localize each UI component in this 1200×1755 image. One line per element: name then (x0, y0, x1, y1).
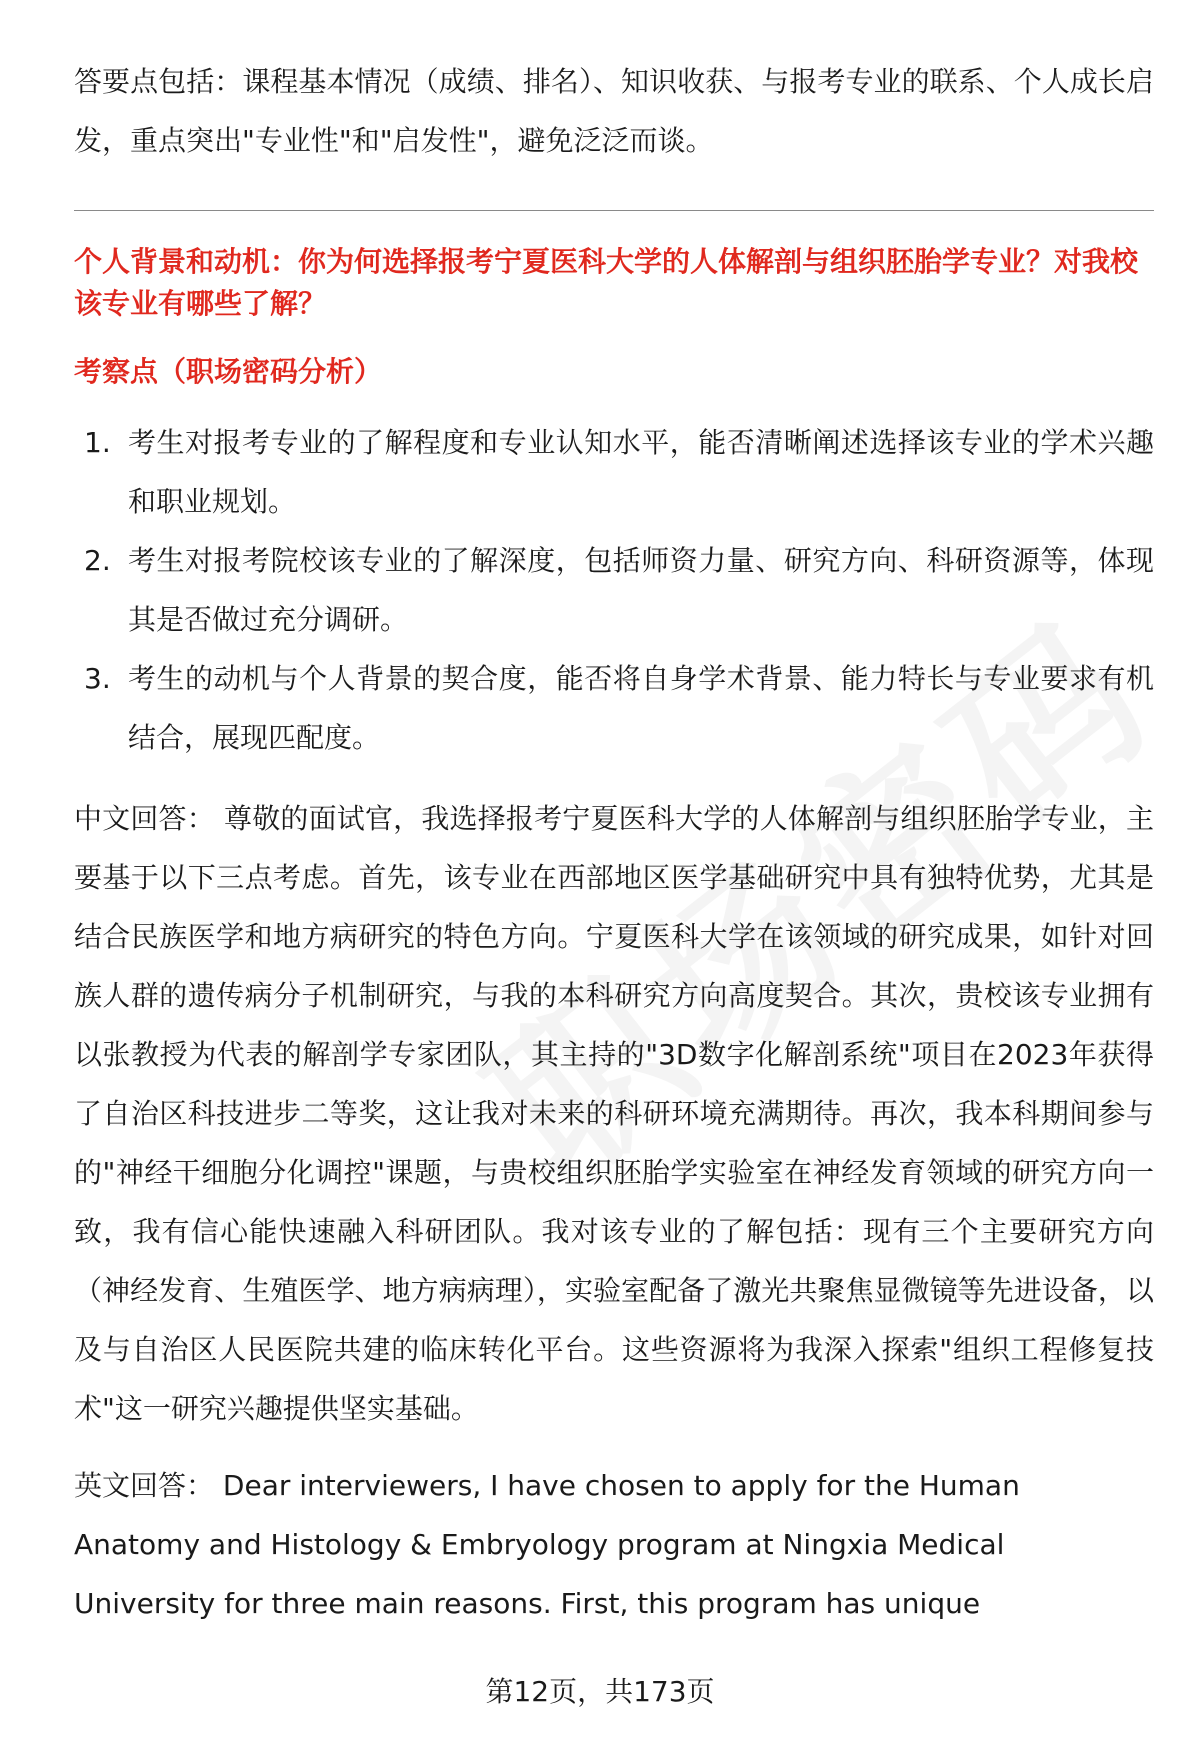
chinese-answer (74, 789, 1154, 1438)
list-item (74, 413, 1154, 531)
list-item-text: 考生的动机与个人背景的契合度，能否将自身学术背景、能力特长与专业要求有机结合，展现匹配度。 (128, 662, 1154, 754)
list-item-text: 考生对报考院校该专业的了解深度，包括师资力量、研究方向、科研资源等，体现其是否做过充分调研。 (128, 544, 1154, 636)
page-number-footer: 第12页，共173页 (485, 1675, 715, 1708)
list-item-number: 1. (84, 426, 111, 459)
english-answer-label: 英文回答： (74, 1469, 215, 1502)
question-heading: 个人背景和动机：你为何选择报考宁夏医科大学的人体解剖与组织胚胎学专业？对我校该专业有哪些了解？ (74, 245, 1139, 320)
list-item-text: 考生对报考专业的了解程度和专业认知水平，能否清晰阐述选择该专业的学术兴趣和职业规划。 (128, 426, 1154, 518)
chinese-answer-text: 尊敬的面试官，我选择报考宁夏医科大学的人体解剖与组织胚胎学专业，主要基于以下三点考虑。首先，该专业在西部地区医学基础研究中具有独特优势，尤其是结合民族医学和地方病研究的特色方向。宁夏医科大学在该领域的研究成果，如针对回族人群的遗传病分子机制研究，与我的本科研究方向高度契合。其次，贵校该专业拥有以张教授为代表的解剖学专家团队，其主持的"3D数字化解剖系统"项目在2023年获得了自治区科技进步二等奖，这让我对未来的科研环境充满期待。再次，我本科期间参与的"神经干细胞分化调控"课题，与贵校组织胚胎学实验室在神经发育领域的研究方向一致，我有信心能快速融入科研团队。我对该专业的了解包括：现有三个主要研究方向（神经发育、生殖医学、地方病病理），实验室配备了激光共聚焦显微镜等先进设备，以及与自治区人民医院共建的临床转化平台。这些资源将为我深入探索"组织工程修复技术"这一研究兴趣提供坚实基础。 (74, 802, 1154, 1425)
intro-paragraph: 答要点包括：课程基本情况（成绩、排名）、知识收获、与报考专业的联系、个人成长启发，重点突出"专业性"和"启发性"，避免泛泛而谈。 (74, 65, 1154, 157)
chinese-answer-label: 中文回答： (74, 802, 215, 835)
section-divider (74, 210, 1154, 211)
analysis-points-list (74, 413, 1154, 767)
document-page (74, 52, 1154, 1633)
list-item (74, 649, 1154, 767)
list-item-number: 3. (84, 662, 111, 695)
list-item (74, 531, 1154, 649)
list-item-number: 2. (84, 544, 111, 577)
english-answer-text: Dear interviewers, I have chosen to apply for the Human Anatomy and Histology & Embryology program at Ningxia Medical University for three main reasons. First, this program has unique (74, 1469, 1020, 1620)
section-heading: 考察点（职场密码分析） (74, 355, 383, 388)
english-answer (74, 1456, 1154, 1633)
